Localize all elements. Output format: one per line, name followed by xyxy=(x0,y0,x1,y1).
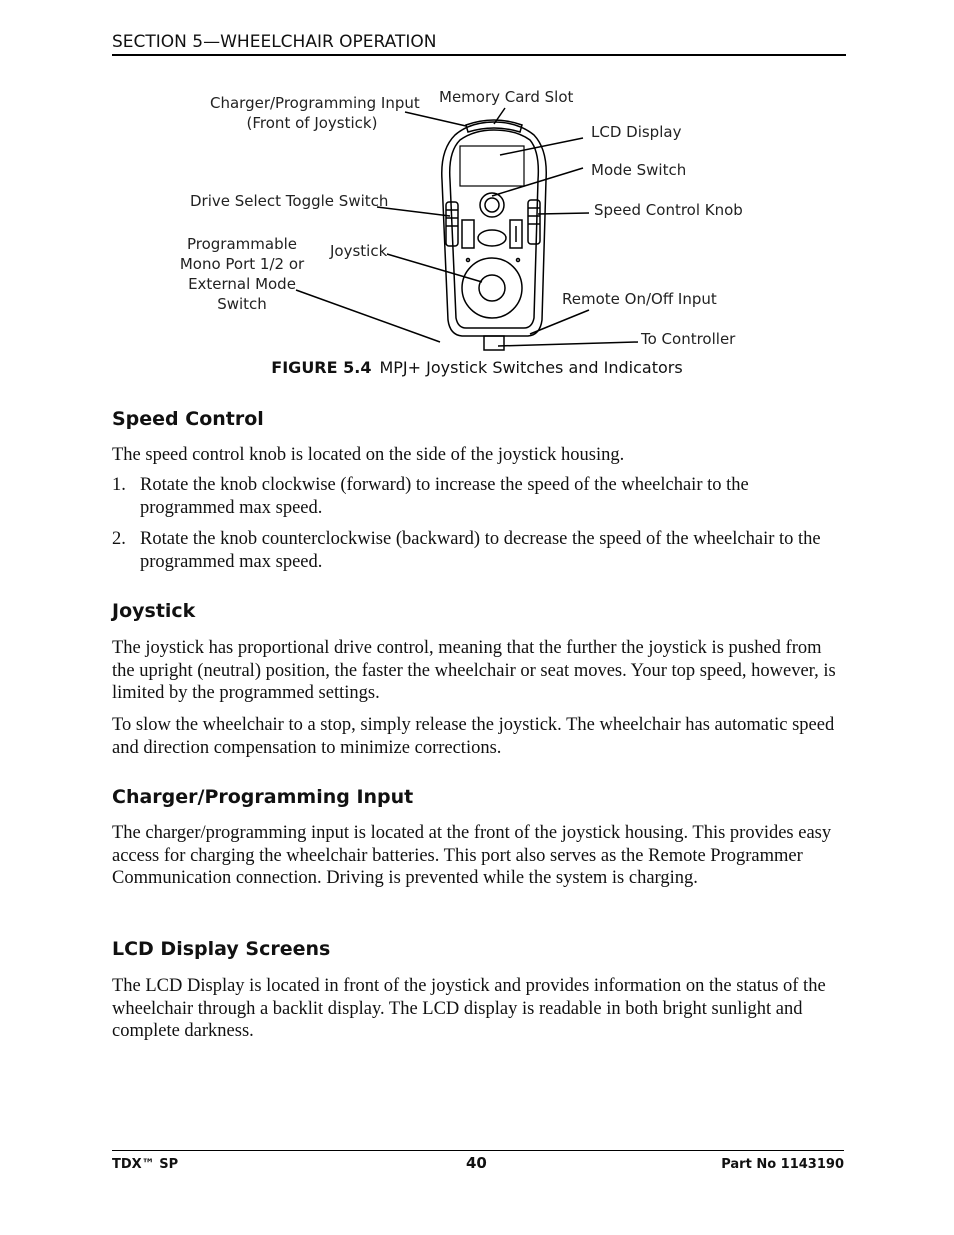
joystick-illustration xyxy=(0,0,954,400)
label-drive-select: Drive Select Toggle Switch xyxy=(190,192,389,210)
label-to-controller: To Controller xyxy=(641,330,736,348)
footer-part-number: Part No 1143190 xyxy=(721,1157,844,1172)
joystick-figure xyxy=(0,0,954,400)
label-mode-switch: Mode Switch xyxy=(591,161,687,179)
heading-charger: Charger/Programming Input xyxy=(112,786,414,808)
label-joystick: Joystick xyxy=(330,242,388,260)
section-header: SECTION 5—WHEELCHAIR OPERATION xyxy=(112,32,437,52)
heading-lcd: LCD Display Screens xyxy=(112,938,331,960)
heading-joystick: Joystick xyxy=(112,600,196,622)
figure-caption xyxy=(0,358,954,377)
label-prog-line3: External Mode xyxy=(188,275,296,293)
joystick-paragraph-1: The joystick has proportional drive control, meaning that the further the joystick is pushed from the upright (neutral) position, the faster the wheelchair or seat moves. Your top speed, however, is limited by the programmed settings. xyxy=(112,638,836,703)
label-lcd-display: LCD Display xyxy=(591,123,682,141)
figure-caption-label: FIGURE 5.4 xyxy=(271,358,372,377)
label-prog-line2: Mono Port 1/2 or xyxy=(179,255,305,273)
label-charger-input-line1: Charger/Programming Input xyxy=(210,94,420,112)
label-remote-input: Remote On/Off Input xyxy=(562,290,717,308)
footer-page-number: 40 xyxy=(466,1154,487,1172)
heading-speed-control: Speed Control xyxy=(112,408,264,430)
step-number: 1. xyxy=(112,475,126,495)
label-speed-knob: Speed Control Knob xyxy=(594,201,743,219)
speed-control-intro: The speed control knob is located on the side of the joystick housing. xyxy=(112,445,625,465)
step-text: Rotate the knob clockwise (forward) to increase the speed of the wheelchair to the programmed max speed. xyxy=(140,475,749,518)
step-number: 2. xyxy=(112,529,126,549)
lcd-paragraph: The LCD Display is located in front of the joystick and provides information on the status of the wheelchair through a backlit display. The LCD display is readable in both bright sunlight and complete darkness. xyxy=(112,976,826,1041)
label-prog-line1: Programmable xyxy=(186,235,297,253)
joystick-paragraph-2: To slow the wheelchair to a stop, simply release the joystick. The wheelchair has automatic speed and direction compensation to minimize corrections. xyxy=(112,715,835,758)
label-charger-input-line2: (Front of Joystick) xyxy=(246,114,378,132)
footer-rule xyxy=(112,1150,844,1151)
label-programmable-port xyxy=(176,234,308,314)
step-text: Rotate the knob counterclockwise (backward) to decrease the speed of the wheelchair to the programmed max speed. xyxy=(140,529,821,572)
charger-paragraph: The charger/programming input is located at the front of the joystick housing. This provides easy access for charging the wheelchair batteries. This port also serves as the Remote Programmer Communication connection. Driving is prevented while the system is charging. xyxy=(112,823,832,888)
label-charger-input xyxy=(210,93,420,133)
figure-caption-text: MPJ+ Joystick Switches and Indicators xyxy=(379,358,683,377)
label-prog-line4: Switch xyxy=(217,295,267,313)
label-memory-card: Memory Card Slot xyxy=(439,88,574,106)
footer-product: TDX™ SP xyxy=(112,1157,179,1172)
